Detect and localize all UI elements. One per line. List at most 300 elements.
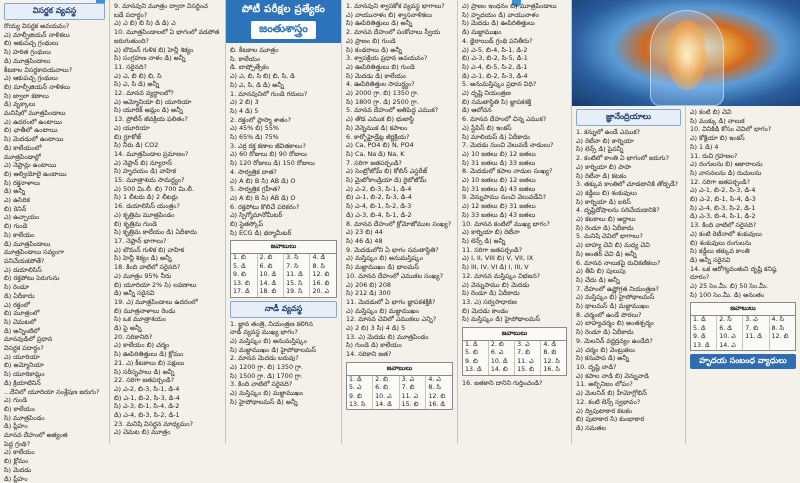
- question-line: 23. మనిషి విసర్జన మాధ్యమం?: [114, 419, 193, 428]
- question-line: సి) కడ్డీలు తక్కువ కాంతి: [690, 247, 750, 256]
- question-line: ఎ) 1200 గ్రా. బి) 1350 గ్రా.: [230, 363, 303, 372]
- answer-cell: 8. సి: [312, 262, 325, 270]
- question-line: ఎ) ఉసిరిక: [4, 196, 30, 205]
- answer-cell: 16. బి: [312, 279, 330, 287]
- question-line: ఎ) కటకాలు బి) అద్దాలు: [576, 215, 636, 224]
- answer-cell: 7. బి: [743, 325, 769, 333]
- question-line: ఎ) ఎ-5, బి-4, సి-1, డి-2: [462, 45, 528, 54]
- answer-row: [231, 263, 336, 271]
- question-line: డి) ఆలోచన: [462, 106, 492, 115]
- answer-cell: 18. బి: [257, 288, 284, 296]
- question-line: డి) ఎ-4, బి-3, సి-2, డి-1: [114, 411, 180, 420]
- question-line: డి) అన్నీ: [4, 187, 26, 196]
- question-line: 13. ఎ) సర్వసాధారణ: [462, 297, 517, 306]
- answer-cell: 5. బి: [463, 349, 488, 357]
- question-line: సి) ఊపిరితిత్తులు డి) అన్నీ: [346, 19, 413, 28]
- question-line: సి) 212 డి) 300: [346, 289, 391, 298]
- column-3: [226, 0, 342, 444]
- answer-cell: 2. సి: [717, 316, 743, 324]
- question-line: 16. డయాలిసిస్ యంత్రం?: [114, 202, 180, 211]
- question-line: డి) వృక్కాలు: [4, 100, 36, 109]
- answer-cell: 2. బి: [488, 341, 514, 349]
- question-line: ఎ) రంగులను బి) ఆకారాలను: [690, 160, 763, 169]
- question-line: డి) మూత్రపిండాలు: [4, 56, 51, 65]
- question-line: 10. మూత్రపిండాలలో ఏ భాగంలో వడపోత: [114, 28, 220, 37]
- question-line: బి) గ్లూకోజ్: [114, 132, 142, 141]
- question-line: 3. ఎర్ర రక్త కణాల జీవితకాలం?: [230, 141, 306, 150]
- question-line: డి) ఎ-3, బి-4, సి-1, డి-2: [346, 210, 412, 219]
- question-line: ఎ) నెఫ్రాన్ బి) న్యూరాన్: [114, 158, 172, 167]
- question-line: 12. సరిగా జతపర్చండి?: [690, 177, 751, 186]
- answer-key: [346, 362, 453, 411]
- question-line: 4. సార్వత్రిక దాత?: [230, 167, 277, 176]
- question-line: 13. ప్రోటీన్ జీవక్రియ ఫలితం?: [114, 115, 188, 124]
- question-line: సి) యూరికామ్లం: [4, 370, 45, 379]
- question-line: 6. కార్బోహైడ్రేట్ల జీర్ణక్రియ?: [346, 132, 410, 141]
- question-line: సి) జ్వాలా కణాలు: [4, 91, 49, 100]
- question-line: 6. మానవ దేహంలో చిన్న ఎముక?: [462, 115, 547, 124]
- question-line: సి) కనుపాప డి) అన్నీ: [576, 354, 630, 363]
- question-line: 14. మూత్రపిండాల ప్రమాణం?: [114, 149, 189, 158]
- answer-row: [691, 342, 795, 350]
- question-line: ఎ) యూరియా: [114, 123, 150, 132]
- answer-cell: 15. సి: [284, 280, 310, 288]
- question-line: సి) సరీసృపాలు డి) అన్నీ: [114, 367, 175, 376]
- answer-row: [231, 254, 336, 262]
- answer-row: [463, 366, 566, 374]
- section-heading-nervous: నాడీ వ్యవస్థ: [230, 301, 337, 318]
- answer-key-heading: జవాబులు: [231, 241, 336, 254]
- question-line: సి) మాలియస్ డి) ఏదీకాదు: [462, 132, 530, 141]
- banner-subject: జంతుశాస్త్రం: [251, 21, 316, 39]
- question-line: సి) మస్తిష్కం డి) హైపోథాలమస్: [462, 315, 541, 324]
- question-line: ఎ) కాలేయం: [4, 448, 35, 457]
- question-line: 15. మూత్రాశయ సామర్థ్యం?: [114, 176, 185, 185]
- question-line: సి) 1500 గ్రా. డి) 1700 గ్రా.: [230, 371, 303, 380]
- question-line: సి) ఎ-4, బి-1, సి-2, డి-3: [346, 202, 412, 211]
- question-line: 10. మానవ దేహంలో ఎముకల సంఖ్య?: [346, 271, 443, 280]
- question-line: కీటకాల విసర్జకావయవాలు?: [4, 65, 73, 74]
- question-line: బి) స్టెతస్కోప్: [230, 220, 264, 229]
- question-line: ఎ) మాల్ఫీజియన్ నాళికలు: [4, 30, 70, 39]
- answer-cell: 3. ఎ: [743, 316, 769, 324]
- answer-key: [462, 327, 567, 376]
- question-line: ఎ) యూరియా: [4, 352, 40, 361]
- question-line: 12. మానవ మస్తిష్కం విభజన?: [462, 271, 541, 280]
- question-line: ఎ) అమ్మోనియా బి) యూరియా: [114, 97, 192, 106]
- question-line: ఎ) ఎ-2, బి-3, సి-1, డి-4: [114, 384, 180, 393]
- question-line: 12. మానవ వ్యర్థాలలో?: [114, 89, 174, 98]
- human-body-illustration: [572, 0, 800, 106]
- question-line: 11. అల్బినిజం లోపం?: [576, 380, 633, 389]
- question-line: డి) ఎ-1, బి-2, సి-3, డి-4: [462, 71, 528, 80]
- answer-cell: 11. ఎ: [399, 393, 426, 401]
- question-line: సి) లెన్స్ డి) పైవన్నీ: [576, 145, 624, 154]
- question-line: సి) ఎ-4, బి-5, సి-2, డి-1: [462, 62, 528, 71]
- question-line: సి) 31 జతలు డి) 33 జతలు: [462, 158, 536, 167]
- question-line: విసర్జక పదార్థం?: [4, 344, 44, 353]
- answer-cell: 6. బి: [373, 384, 400, 392]
- question-line: బడే పదార్థం?: [114, 10, 148, 19]
- question-line: ఎ) వాయునాళం బి) శ్వాసనాళికలు: [346, 10, 432, 19]
- answer-row: [463, 349, 566, 357]
- question-line: డి) మజ్జాముఖం: [462, 28, 502, 37]
- answer-row: [691, 333, 795, 341]
- section-heading-senses: జ్ఞానేంద్రియాలు: [576, 109, 681, 126]
- answer-row: [347, 393, 452, 401]
- question-line: ఎ) కార్నియా బి) రెటీనా: [462, 228, 520, 237]
- question-line: 2. రక్తంలో ప్లాస్మా శాతం?: [230, 115, 291, 124]
- answer-row: [231, 280, 336, 288]
- question-line: సి) ముక్కు డి) నాలుక: [690, 116, 745, 125]
- answer-cell: 9. డి: [691, 333, 717, 341]
- question-line: ఎ) సెంట్రోజోమ్ బి) కోలిన్ ఎస్టరేజ్: [346, 167, 428, 176]
- question-line: సి) మైటోకాండ్రియా డి) రైబోజోమ్: [346, 176, 427, 185]
- answer-cell: 4. సి: [771, 316, 784, 324]
- answer-cell: 4. డి: [312, 254, 326, 262]
- answer-cell: 14. ఎ: [717, 342, 743, 350]
- question-line: ఎ) మెలనిన్ బి) హీమోగ్లోబిన్: [576, 389, 647, 398]
- question-line: ఎ) కడ్డీలు బి) శంకువులు: [576, 188, 637, 197]
- question-line: డి) అన్నీ సరైనవి: [690, 255, 731, 264]
- answer-cell: 2. బి: [373, 376, 400, 384]
- question-line: 6. రక్తపోటు కొలిచే పరికరం?: [230, 202, 300, 211]
- question-line: ఎ) ప్రాణం ఇంధనం బి) మూత్రపిండాలు: [462, 2, 557, 10]
- answer-cell: 14. డి: [373, 401, 400, 409]
- question-line: ఎ) నెఫ్రాన్లు ఉంటాయి: [4, 161, 57, 170]
- question-line: ఎ) 2000 గ్రా. బి) 1350 గ్రా.: [346, 89, 419, 98]
- question-line: డి) ఏదీకాదు: [4, 291, 35, 300]
- question-line: ఎ) 206 బి) 208: [346, 280, 391, 289]
- question-lines: [346, 2, 453, 359]
- answer-cell: 4. ఎ: [428, 375, 441, 383]
- question-line: బి) ఆల్వియోలై ఉంటాయి: [4, 169, 67, 178]
- answer-key-heading: జవాబులు: [691, 303, 795, 316]
- answer-cell: 10. డి: [257, 271, 284, 279]
- answer-cell: 13. డి: [691, 342, 717, 350]
- answer-cell: 12. బి: [428, 392, 446, 400]
- question-line: 20. సరికానిది?: [114, 332, 153, 341]
- question-line: బి) మెదడు కాండం: [462, 306, 509, 315]
- question-line: సి) 1 లీటరు డి) 2 లీటర్లు: [114, 193, 178, 202]
- question-line: 8. చర్మంలో ఉండే పొరలు?: [576, 310, 642, 319]
- question-line: సి) థాలమస్ డి) మజ్జాముఖం: [576, 302, 650, 311]
- question-line: బి) రెనిన్: [4, 204, 27, 213]
- question-line: డి) అన్నింటిలో: [4, 326, 40, 335]
- answer-row: [231, 288, 336, 296]
- answer-cell: [743, 342, 769, 350]
- answer-cell: 5. ఎ: [347, 384, 373, 392]
- answer-table: [691, 316, 795, 350]
- question-line: బి) కాలేయం: [4, 404, 35, 413]
- question-line: సి) III, IV, VI డి) I, III, V: [462, 263, 529, 272]
- question-line: ఎ) A బి) B సి) AB డి) O: [230, 193, 296, 202]
- answer-cell: 13. సి: [347, 401, 373, 409]
- question-line: ఎ) తొడ ఎముక బి) భుజాస్థి: [346, 115, 414, 124]
- answer-cell: 15. బి: [399, 401, 426, 409]
- answer-cell: 11. డి: [743, 333, 769, 341]
- question-line: నాడీ వ్యవస్థ ముఖ్య భాగం?: [230, 328, 298, 337]
- answer-cell: 16. సి: [543, 366, 560, 374]
- question-line: ఎ) 60 రోజులు బి) 90 రోజులు: [230, 150, 307, 159]
- answer-key-heading: జవాబులు: [347, 363, 452, 376]
- question-line: ఎ) కృత్రిమ మూత్రపిండం: [114, 210, 175, 219]
- answer-table: [347, 376, 452, 410]
- question-line: 4. దృష్టిదోషాలను సరిచేయడానికి?: [576, 206, 660, 215]
- question-line: డి) మూత్రపిండాలు: [4, 239, 51, 248]
- question-line: సి) రెండూ: [4, 283, 30, 292]
- answer-cell: 5. డి: [691, 325, 717, 333]
- question-lines: [230, 320, 337, 407]
- question-line: 1. మానవునిలో గుండె గదులు?: [230, 89, 308, 98]
- question-line: ఎ) మూత్రం 95% నీరు: [114, 271, 172, 280]
- question-line: ఎ) ఊపిరితిత్తులు బి) గుండె: [346, 62, 415, 71]
- question-line: సి) హెన్లీ శిక్యం డి) అన్నీ: [114, 254, 172, 263]
- section-heading-excretory: విసర్జక వ్యవస్థ: [4, 3, 105, 20]
- question-line: 11. సరిగా జతపర్చండి?: [462, 245, 523, 254]
- answer-cell: 12. సి: [543, 357, 560, 365]
- question-line: 2. మానవ దేహంలో సంకోచాలు స్వీయ: [346, 28, 441, 37]
- question-line: ఎ) 23 బి) 44: [346, 228, 383, 237]
- question-line: 10. దృష్టి నాడి?: [576, 362, 617, 371]
- answer-cell: 9. బి: [231, 271, 257, 279]
- question-line: సి) మెదడులో ఉంటాయి: [4, 135, 64, 144]
- question-line: బి) రక్తపోటు పెరుగును: [4, 274, 60, 283]
- question-line: 8. మానవ దేహంలో క్రోమోజోముల సంఖ్య?: [346, 219, 452, 228]
- answer-cell: 7. బి: [515, 349, 541, 357]
- question-line: ఎ) రక్తంలో: [4, 300, 31, 309]
- column-2: [110, 0, 226, 444]
- question-line: సి) నీరు డి) CO2: [114, 141, 159, 150]
- question-line: 9. మెదడులోని ఏ భాగం సమతాస్థితి?: [346, 245, 439, 254]
- question-line: ఎ) ఎ బి) బి సి) డి డి) ఎ: [114, 19, 176, 28]
- question-line: రొయ్య విసర్జక అవయవం?: [4, 22, 70, 30]
- answer-cell: 3. ఎ: [399, 376, 426, 384]
- question-line: 22. సరిగా జతపర్చండి?: [114, 376, 175, 385]
- question-line: 21. ఎ) కీటకాలు బి) పక్షులు: [114, 358, 185, 367]
- question-line: 2. మానవ మెదడు బరువు?: [230, 354, 299, 363]
- question-line: సి) 100 సెం.మీ. డి) అనంతం: [690, 290, 765, 299]
- answer-cell: 14. డి: [257, 280, 284, 288]
- question-line: సి) మూత్రపిండం: [4, 413, 45, 422]
- question-line: 13. ఎ) మెదడు బి) మూత్రపిండం: [346, 332, 429, 341]
- answer-cell: 12. బి: [771, 333, 789, 341]
- question-line: బి) ఎ-1, బి-2, సి-3, డి-4: [346, 193, 412, 202]
- question-line: సి) 4 డి) 5: [230, 106, 259, 115]
- answer-table: [231, 254, 336, 296]
- answer-cell: 13. డి: [463, 366, 488, 374]
- question-line: 8. మెదడులో కపాల నాడుల సంఖ్య?: [462, 167, 553, 176]
- question-line: ఎ) 12 జతలు బి) 31 జతలు: [462, 202, 536, 211]
- question-line: 10. వినికిడి కోసం చెవిలో భాగం?: [690, 125, 772, 134]
- question-line: సి) గుండె డి) కాలేయం: [346, 341, 402, 350]
- answer-cell: 14. బి: [488, 366, 514, 374]
- question-line: సి) కృత్రిమ కాలేయం డి) ఏదీకాదు: [114, 228, 197, 237]
- question-line: 14. సరికాని జత?: [346, 350, 392, 359]
- question-line: బి) యూరియా 2% సి) లవణాలు: [114, 280, 197, 289]
- question-line: బి. కీటకాల మూత్రం: [230, 46, 279, 54]
- answer-cell: 10. ఎ: [717, 333, 743, 341]
- question-line: సి) రెండూ డి) ఏదీకాదు: [576, 328, 634, 337]
- question-line: బి) గుండె: [4, 222, 28, 231]
- answer-row: [691, 316, 795, 324]
- question-line: 7. సరిగా జతపర్చండి?: [346, 158, 402, 167]
- question-line: మూత్రపిండాలు సవ్యంగా: [4, 248, 64, 257]
- question-line: బి) ఛాతీలో ఉంటాయి: [4, 126, 58, 135]
- question-line: సి) సంగ్రహణ నాళం డి) అన్నీ: [114, 54, 186, 63]
- question-line: ఎ) మస్తిష్కం బి) మజ్జాముఖం: [346, 306, 420, 315]
- question-line: ఎ) కంటి రెటీనాలో శంకువులు: [690, 229, 763, 238]
- question-line: ఎ) ఉచ్ఛాయం: [4, 213, 40, 222]
- question-line: సి) 1800 గ్రా. డి) 2500 గ్రా.: [346, 97, 419, 106]
- answer-cell: 7. సి: [284, 263, 310, 271]
- question-line: ఎ) వెన్నుపాము బి) మెదడు: [462, 280, 530, 289]
- question-line: సి) 65% డి) 75%: [230, 133, 279, 142]
- answer-cell: 10. డి: [488, 358, 514, 366]
- question-line: 19. ఎ) మూత్రపిండాలు ఉదరంలో: [114, 297, 198, 306]
- question-line: డి) ప్లీహం: [4, 474, 28, 483]
- question-line: సి) ఎ-3, బి-1, సి-4, డి-2: [114, 402, 180, 411]
- answer-key: [690, 302, 796, 351]
- question-line: మూత్రపిండాల్లో: [4, 152, 41, 161]
- question-line: సి) రెండూ డి) ఏదీకాదు: [576, 223, 634, 232]
- answer-cell: 1. డి: [347, 376, 373, 384]
- question-line: ఎ) మస్తిష్కం బి) అనుమస్తిష్కం: [230, 336, 307, 345]
- question-line: సి) మెదడు డి) ఊపిరితిత్తులు: [462, 19, 535, 28]
- answer-cell: 17. డి: [231, 288, 257, 296]
- question-line: డి) ఎ-3, బి-4, సి-1, డి-2: [690, 212, 756, 221]
- answer-cell: 20. ఎ: [312, 288, 329, 296]
- question-line: సి) ఒక మూత్రాశయం: [114, 315, 166, 324]
- question-line: 12. కంటి లెన్స్ స్వభావం?: [576, 397, 641, 406]
- question-line: 4. థైరాయిడ్ గ్రంథి పనితీరు?: [462, 36, 533, 45]
- question-line: 7. దేహంలో ఉష్ణోగ్రత నియంత్రణ?: [576, 284, 659, 293]
- question-line: ఎ) కపాల నాడి బి) వెన్నునాడి: [576, 371, 649, 380]
- question-line: 14. ఒక ఆరోగ్యవంతుని దృష్టి కనిష్ఠ: [690, 264, 777, 273]
- question-line: బి) సమతాస్థితి సి) జ్ఞాపకశక్తి: [462, 97, 532, 106]
- question-line: పనిచేయకపోతే?: [4, 256, 45, 265]
- question-line: సి) హృదయం డి) వాహిక: [114, 167, 177, 176]
- answer-cell: 5. డి: [231, 263, 257, 271]
- question-line: సి) చేదు డి) అన్నీ: [576, 275, 620, 284]
- question-line: ఎ) ఎ-1, బి-2, సి-3, డి-4: [690, 186, 756, 195]
- answer-table: [463, 341, 566, 375]
- question-line: ఎ) 45% బి) 55%: [230, 124, 279, 133]
- answer-cell: 1. బి: [231, 254, 257, 262]
- answer-key-heading: జవాబులు: [463, 328, 566, 341]
- question-line: ఎ) బాహ్య చెవి బి) మధ్య చెవి: [576, 241, 650, 250]
- answer-cell: 3. ఎ: [515, 341, 541, 349]
- question-line: సి) Ca, Na డి) Na, K: [346, 149, 405, 158]
- answer-key: [230, 240, 337, 297]
- question-line: ఎ) మస్తిష్కం బి) అనుమస్తిష్కం: [346, 254, 423, 263]
- question-line: 5. అనుమస్తిష్కం ప్రధాన విధి?: [462, 80, 537, 89]
- answer-cell: 8. బి: [543, 349, 557, 357]
- question-line: సి) రక్తనాళాలు: [4, 178, 40, 187]
- question-lines: [690, 108, 796, 299]
- answer-cell: 3. సి: [284, 254, 310, 262]
- question-line: 17. నెఫ్రాన్ భాగాలు?: [114, 236, 167, 245]
- question-line: 3. శ్వాసక్రియ ప్రధాన అవయవం?: [346, 54, 428, 63]
- question-line: మనిషిలో మూత్రపిండాలు: [4, 109, 66, 118]
- question-line: ...దేనిలో యూరియా సంశ్లేషణ జరుగు?: [4, 387, 100, 396]
- question-line: డి) సమతల: [576, 423, 607, 432]
- answer-cell: 15. బి: [515, 366, 541, 374]
- question-line: ఎ) బౌమన్ గుళిక బి) వాహిక: [114, 245, 185, 254]
- answer-cell: 2. బి: [257, 254, 284, 262]
- question-line: ఎ) 2 బి) 3 సి) 4 డి) 5: [346, 324, 406, 333]
- question-line: డి) ప్లీహం: [4, 422, 28, 431]
- question-line: 7. మెదడు నుంచి వెలువడే నాడులు?: [462, 141, 554, 150]
- question-line: ఎ) ఆకుపచ్చ గ్రంథులు: [4, 74, 58, 83]
- question-line: సి) వాసనలను డి) రుచులను: [690, 168, 762, 177]
- question-line: ఎ) చర్మం బి) వెంట్రుకలు: [576, 345, 635, 354]
- question-line: సి) కండరాలు డి) అన్నీ: [346, 45, 403, 54]
- question-line: మానవ దేహంలో అత్యంత: [4, 431, 68, 440]
- answer-row: [463, 358, 566, 366]
- question-line: బి) పుటాకార సి) కుంభాకార: [576, 415, 645, 424]
- answer-cell: 13. బి: [231, 280, 257, 288]
- answer-cell: 4. డి: [543, 341, 557, 349]
- question-line: మానవుడిలో ప్రధాన: [4, 335, 53, 344]
- question-line: ఎ) ఎ-2, బి-3, సి-1, డి-4: [346, 184, 412, 193]
- question-line: సి) లెన్స్ డి) అన్నీ: [462, 236, 506, 245]
- answer-cell: 11. ఎ: [515, 358, 541, 366]
- question-lines: [4, 22, 105, 483]
- answer-cell: 12. బి: [312, 271, 330, 279]
- question-line: 16. జతకాని దానిని గుర్తించండి?: [462, 378, 543, 387]
- answer-row: [231, 271, 336, 279]
- question-line: ఎ) A బి) B సి) AB డి) O: [230, 176, 296, 185]
- answer-cell: 1. డి: [691, 316, 717, 324]
- question-line: బి) ఎ-2, బి-1, సి-4, డి-3: [690, 195, 756, 204]
- question-line: సి) ఎ, సి డి) అన్నీ: [114, 80, 160, 89]
- answer-cell: [769, 342, 795, 350]
- question-line: ఎ) కార్నియా బి) పాపా: [576, 162, 632, 171]
- question-line: సి) చెమటలో: [4, 317, 37, 326]
- question-line: బి) ఎ-3, బి-2, సి-5, డి-1: [462, 54, 528, 63]
- answer-cell: 9. బి: [463, 358, 488, 366]
- question-line: సి) కార్నియా డి) ఐరిస్: [576, 197, 631, 206]
- question-line: ఎ) కాలేయం బి) చర్మం: [114, 341, 170, 350]
- question-line: 5. మనిషి చెవిలో భాగాలు?: [576, 232, 643, 241]
- question-line: 9. మానవుని మూత్రం ద్వారా విసర్జించ: [114, 2, 208, 10]
- question-line: ఎ) కంటి బి) చెవి: [690, 108, 732, 116]
- title-banner: [226, 0, 341, 43]
- answer-cell: 7. బి: [399, 384, 426, 392]
- answer-cell: 6. ఎ: [488, 349, 514, 357]
- question-line: డి) క్రియాటినిన్: [4, 378, 41, 387]
- question-line: సి) 46 డి) 48: [346, 236, 383, 245]
- question-line: 18. కింది వాటిలో సరైనది?: [114, 263, 181, 272]
- answer-cell: 19. సి: [284, 288, 310, 296]
- question-line: ఎ) 25 సెం.మీ. బి) 50 సెం.మీ.: [690, 282, 768, 291]
- answer-cell: 8. సి: [771, 324, 784, 332]
- question-line: 11. సరైనది?: [114, 62, 147, 71]
- question-line: 11. రుచి గ్రహణం?: [690, 151, 738, 160]
- question-line: పెద్ద గ్రంథి?: [4, 439, 30, 448]
- question-line: డి. బాష్పోత్సేకం: [230, 63, 269, 72]
- question-line: 1. జ్ఞాన తంత్రి, నియంత్రణ కలిగిన: [230, 319, 313, 328]
- question-line: బి) ఆకుపచ్చ గ్రంథులు: [4, 39, 59, 48]
- question-line: ఎ) బాహ్యచర్మం బి) అంతశ్చర్మం: [576, 319, 654, 328]
- question-line: 3. తక్కువ కాంతిలో చూడటానికి తోడ్పడే?: [576, 180, 679, 189]
- question-line: ఎ) కోక్లియా బి) ఇంకస్: [690, 134, 745, 143]
- question-line: ఎ) 10 జతలు బి) 12 జతలు: [462, 176, 536, 185]
- answer-cell: 10. ఎ: [373, 393, 400, 401]
- question-line: ఎ) ఎ, బి, సి బి) బి, సి, డి: [230, 72, 295, 81]
- question-line: 11. మెదడులో ఏ భాగం జ్ఞాపకశక్తికి?: [346, 297, 436, 306]
